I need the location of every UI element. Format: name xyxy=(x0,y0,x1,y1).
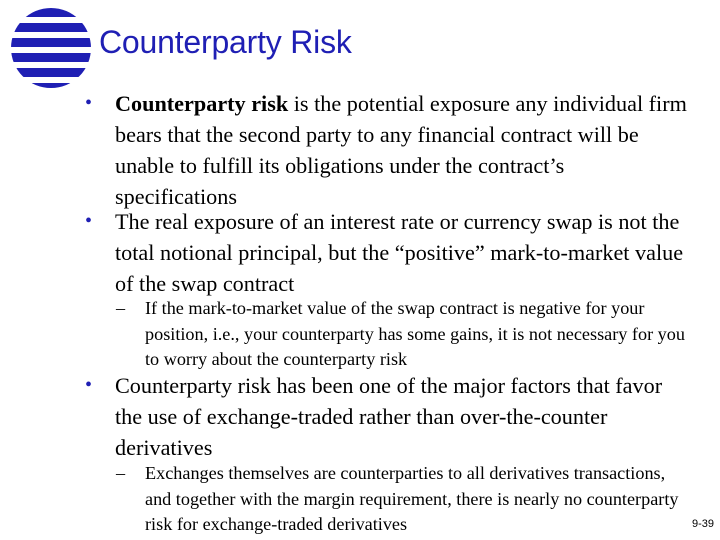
bullet-real-exposure xyxy=(85,206,690,299)
bullet-marker: • xyxy=(85,210,93,232)
bullet-text: Counterparty risk has been one of the major factors that favor the use of exchange-traded rather than over-the-counter derivatives xyxy=(115,373,663,460)
sub-bullet-text: Exchanges themselves are counterparties to all derivatives transactions, and together with the margin requirement, there is nearly no counterparty risk for exchange-traded derivatives xyxy=(145,463,679,534)
bold-term: Counterparty risk xyxy=(115,91,289,116)
sub-bullet-exchanges xyxy=(116,461,695,538)
slide-title: Counterparty Risk xyxy=(99,24,352,60)
sub-bullet-marker: – xyxy=(116,298,126,318)
sub-bullet-marker: – xyxy=(116,463,126,483)
bullet-text: is the potential exposure any individual firm bears that the second party to any financial contract will be unable to fulfill its obligations under the contract’s specifications xyxy=(115,91,687,209)
bullet-marker: • xyxy=(85,92,93,114)
bullet-text: The real exposure of an interest rate or currency swap is not the total notional principal, but the “positive” mark-to-market value of the swap contract xyxy=(115,209,684,296)
striped-circle-logo-icon xyxy=(8,6,94,90)
bullet-marker: • xyxy=(85,374,93,396)
page-number: 9-39 xyxy=(691,518,714,530)
sub-bullet-negative-value xyxy=(116,296,690,373)
bullet-counterparty-definition xyxy=(85,88,690,212)
bullet-major-factor xyxy=(85,370,690,463)
sub-bullet-text: If the mark-to-market value of the swap contract is negative for your position, i.e., your counterparty has some gains, it is not necessary for you to worry about the counterparty risk xyxy=(145,298,685,369)
